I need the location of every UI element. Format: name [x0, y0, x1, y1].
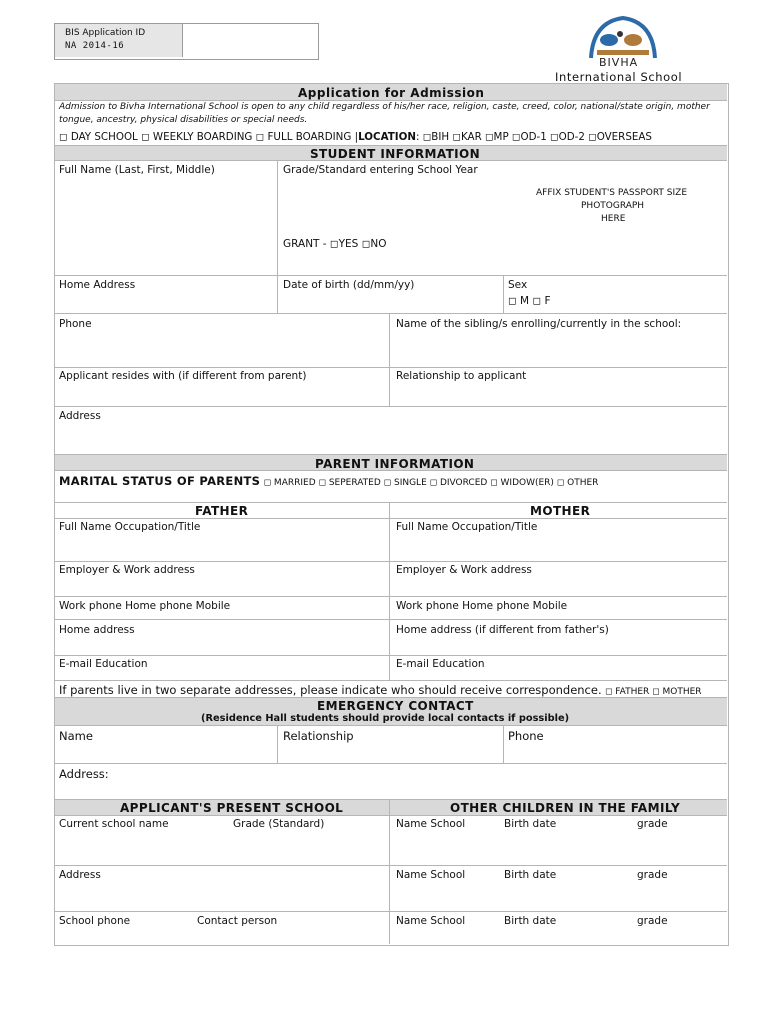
- emergency-address-field[interactable]: Address:: [59, 767, 109, 781]
- grade-field[interactable]: Grade/Standard entering School Year: [283, 164, 478, 176]
- correspondence-options[interactable]: ◻ FATHER ◻ MOTHER: [604, 687, 702, 697]
- child-1-birth-date[interactable]: Birth date: [504, 818, 557, 830]
- application-id-title: BIS Application ID: [65, 28, 146, 38]
- siblings-field[interactable]: Name of the sibling/s enrolling/currently in the school:: [396, 318, 682, 330]
- father-phones-field[interactable]: Work phone Home phone Mobile: [59, 600, 231, 612]
- intro-line-2: tongue, ancestry, physical disabilities or special needs.: [59, 115, 308, 125]
- present-school-heading: APPLICANT'S PRESENT SCHOOL: [120, 801, 344, 815]
- resides-with-field[interactable]: Applicant resides with (if different from parent): [59, 370, 307, 382]
- child-1-grade[interactable]: grade: [637, 818, 668, 830]
- marital-status-row[interactable]: [59, 474, 598, 488]
- child-2-birth-date[interactable]: Birth date: [504, 869, 557, 881]
- enrollment-options[interactable]: [59, 131, 652, 143]
- child-3-birth-date[interactable]: Birth date: [504, 915, 557, 927]
- dob-field[interactable]: Date of birth (dd/mm/yy): [283, 279, 415, 291]
- child-3-name-school[interactable]: Name School: [396, 915, 466, 927]
- photo-label-2: PHOTOGRAPH: [581, 201, 645, 211]
- emergency-phone-field[interactable]: Phone: [508, 729, 544, 743]
- mother-employer-field[interactable]: Employer & Work address: [396, 564, 532, 576]
- school-grade-field[interactable]: Grade (Standard): [233, 818, 325, 830]
- marital-status-label: MARITAL STATUS OF PARENTS: [59, 474, 261, 488]
- father-email-field[interactable]: E-mail Education: [59, 658, 148, 670]
- emergency-heading: EMERGENCY CONTACT: [317, 699, 474, 713]
- application-id-field[interactable]: [183, 24, 316, 57]
- child-2-name-school[interactable]: Name School: [396, 869, 466, 881]
- phone-field[interactable]: Phone: [59, 318, 92, 330]
- child-3-grade[interactable]: grade: [637, 915, 668, 927]
- application-id-value: NA 2014-16: [65, 41, 125, 51]
- father-name-field[interactable]: Full Name Occupation/Title: [59, 521, 201, 533]
- full-name-field[interactable]: Full Name (Last, First, Middle): [59, 164, 215, 176]
- father-heading: FATHER: [195, 504, 249, 518]
- emergency-relationship-field[interactable]: Relationship: [283, 729, 354, 743]
- photo-label-3: HERE: [601, 214, 626, 224]
- logo-text: BIVHA: [599, 56, 639, 69]
- correspondence-note: If parents live in two separate addresses, please indicate who should receive correspondence.: [59, 683, 602, 697]
- father-home-field[interactable]: Home address: [59, 624, 135, 636]
- form-title: Application for Admission: [298, 86, 485, 100]
- photo-label-1: AFFIX STUDENT'S PASSPORT SIZE: [536, 188, 688, 198]
- location-options[interactable]: : ◻BIH ◻KAR ◻MP ◻OD-1 ◻OD-2 ◻OVERSEAS: [416, 131, 652, 143]
- parent-info-heading: PARENT INFORMATION: [315, 457, 475, 471]
- sex-checkbox[interactable]: ◻ M ◻ F: [508, 295, 551, 307]
- home-address-field[interactable]: Home Address: [59, 279, 136, 291]
- other-children-heading: OTHER CHILDREN IN THE FAMILY: [450, 801, 681, 815]
- school-address-field[interactable]: Address: [59, 869, 101, 881]
- mother-heading: MOTHER: [530, 504, 591, 518]
- student-info-heading: STUDENT INFORMATION: [310, 147, 481, 161]
- emergency-subheading: (Residence Hall students should provide local contacts if possible): [201, 713, 570, 724]
- sex-label: Sex: [508, 279, 528, 291]
- intro-line-1: Admission to Bivha International School is open to any child regardless of his/her race, religion, caste, creed, color, national/state origin, mother: [59, 102, 710, 112]
- application-id-label: [55, 24, 183, 57]
- admission-form: [54, 83, 729, 946]
- school-phone-field[interactable]: School phone: [59, 915, 131, 927]
- school-name: International School: [555, 70, 683, 84]
- address-field[interactable]: Address: [59, 410, 101, 422]
- mother-phones-field[interactable]: Work phone Home phone Mobile: [396, 600, 568, 612]
- mother-home-field[interactable]: Home address (if different from father's): [396, 624, 609, 636]
- contact-person-field[interactable]: Contact person: [197, 915, 278, 927]
- relationship-field[interactable]: Relationship to applicant: [396, 370, 527, 382]
- child-2-grade[interactable]: grade: [637, 869, 668, 881]
- emergency-name-field[interactable]: Name: [59, 729, 93, 743]
- grant-checkbox[interactable]: GRANT - ◻YES ◻NO: [283, 238, 387, 250]
- child-1-name-school[interactable]: Name School: [396, 818, 466, 830]
- mother-name-field[interactable]: Full Name Occupation/Title: [396, 521, 538, 533]
- boarding-options[interactable]: ◻ DAY SCHOOL ◻ WEEKLY BOARDING ◻ FULL BOARDING |: [59, 131, 359, 143]
- location-label: LOCATION: [358, 131, 417, 143]
- father-employer-field[interactable]: Employer & Work address: [59, 564, 195, 576]
- current-school-field[interactable]: Current school name: [59, 818, 169, 830]
- mother-email-field[interactable]: E-mail Education: [396, 658, 485, 670]
- correspondence-row[interactable]: [59, 683, 702, 697]
- marital-options[interactable]: ◻ MARRIED ◻ SEPERATED ◻ SINGLE ◻ DIVORCED ◻ WIDOW(ER) ◻ OTHER: [263, 478, 599, 488]
